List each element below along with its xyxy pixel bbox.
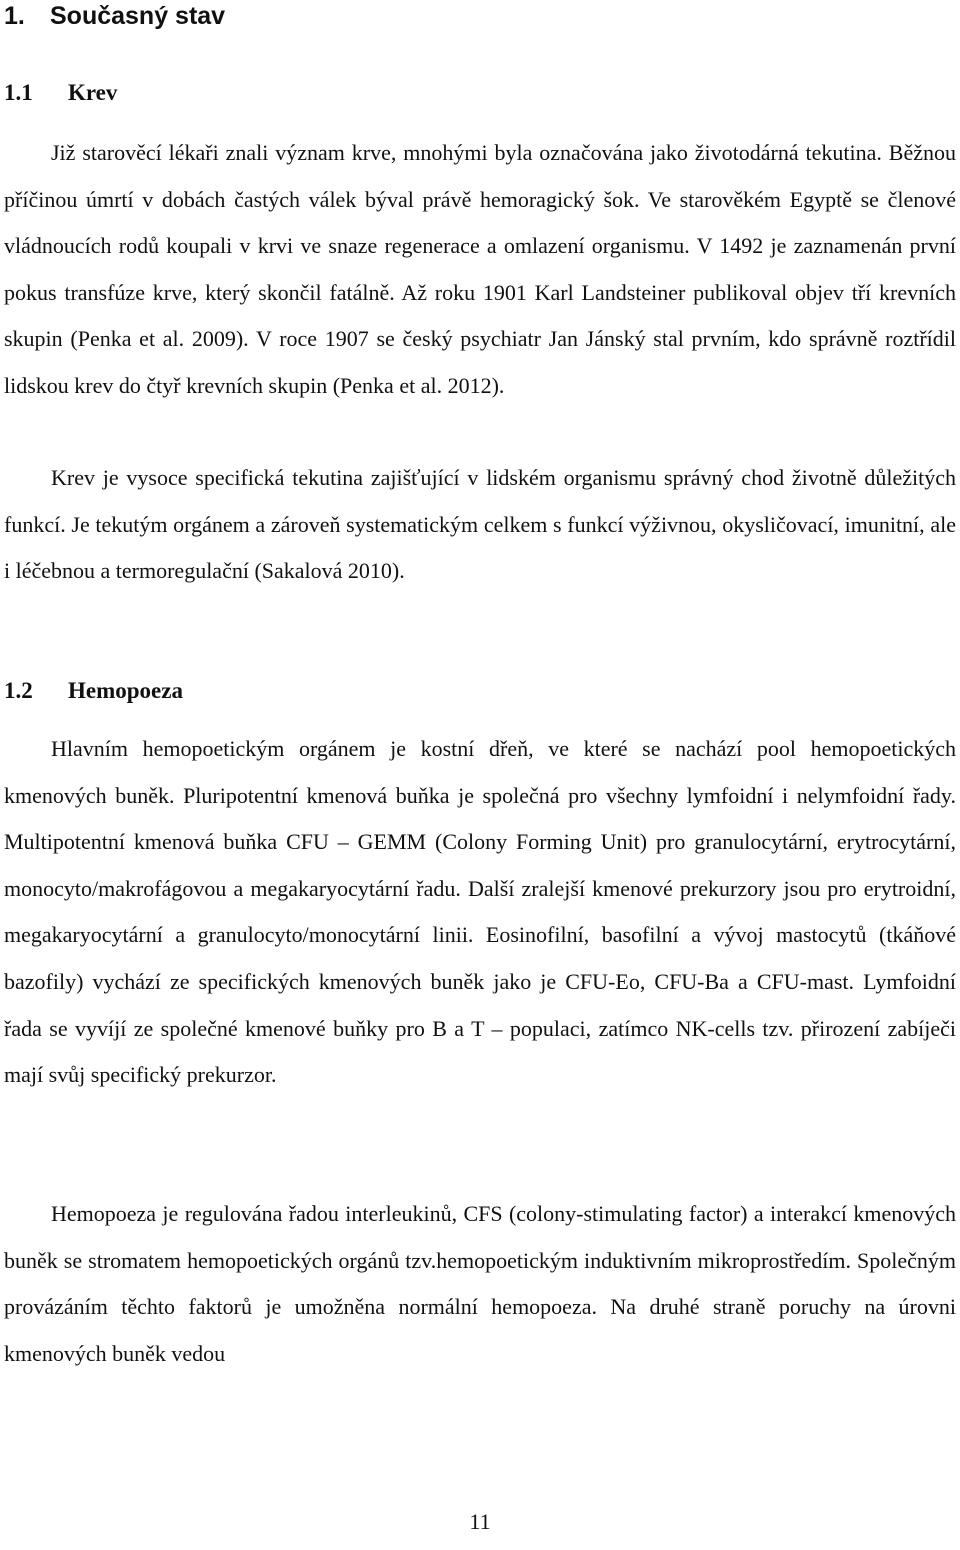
paragraph-hemopoeza-cells: Hlavním hemopoetickým orgánem je kostní dřeň, ve které se nachází pool hemopoetických kmenových buněk. Pluripotentní kmenová buňka je společná pro všechny lymfoidní i nelymfoidní řady. Multipotentní kmenová buňka CFU – GEMM (Colony Forming Unit) pro granulocytární, erytrocytární, monocyto/makrofágovou a megakaryocytární řadu. Další zralejší kmenové prekurzory jsou pro erytroidní, megakaryocytární a granulocyto/monocytární linii. Eosinofilní, basofilní a vývoj mastocytů (tkáňové bazofily) vychází ze specifických kmenových buněk jako je CFU-Eo, CFU-Ba a CFU-mast. Lymfoidní řada se vyvíjí ze společné kmenové buňky pro B a T – populaci, zatímco NK-cells tzv. přirození zabíječi mají svůj specifický prekurzor. <box>4 736 956 1088</box>
chapter-title: Současný stav <box>50 2 226 30</box>
section-heading-hemopoeza <box>4 676 183 706</box>
chapter-heading <box>4 0 225 32</box>
section-number: 1.1 <box>4 80 33 105</box>
document-page <box>4 0 956 1550</box>
paragraph-krev-definition: Krev je vysoce specifická tekutina zajišťující v lidském organismu správný chod životně důležitých funkcí. Je tekutým orgánem a zároveň systematickým celkem s funkcí výživnou, okysličovací, imunitní, ale i léčebnou a termoregulační (Sakalová 2010). <box>4 465 956 584</box>
section-title: Krev <box>68 80 118 105</box>
paragraph-krev-history: Již starověcí lékaři znali význam krve, mnohými byla označována jako životodárná tekutina. Běžnou příčinou úmrtí v dobách častých válek býval právě hemoragický šok. Ve starověkém Egyptě se členové vládnoucích rodů koupali v krvi ve snaze regenerace a omlazení organismu. V 1492 je zaznamenán první pokus transfúze krve, který skončil fatálně. Až roku 1901 Karl Landsteiner publikoval objev tří krevních skupin (Penka et al. 2009). V roce 1907 se český psychiatr Jan Jánský stal prvním, kdo správně roztřídil lidskou krev do čtyř krevních skupin (Penka et al. 2012). <box>4 140 956 398</box>
chapter-number: 1. <box>4 2 25 30</box>
section-title: Hemopoeza <box>68 678 183 703</box>
paragraph-hemopoeza-regulation: Hemopoeza je regulována řadou interleukinů, CFS (colony-stimulating factor) a interakcí kmenových buněk se stromatem hemopoetických orgánů tzv.hemopoetickým induktivním mikroprostředím. Společným provázáním těchto faktorů je umožněna normální hemopoeza. Na druhé straně poruchy na úrovni kmenových buněk vedou <box>4 1201 956 1366</box>
page-number: 11 <box>469 1509 491 1534</box>
section-number: 1.2 <box>4 678 33 703</box>
section-heading-krev <box>4 78 117 108</box>
